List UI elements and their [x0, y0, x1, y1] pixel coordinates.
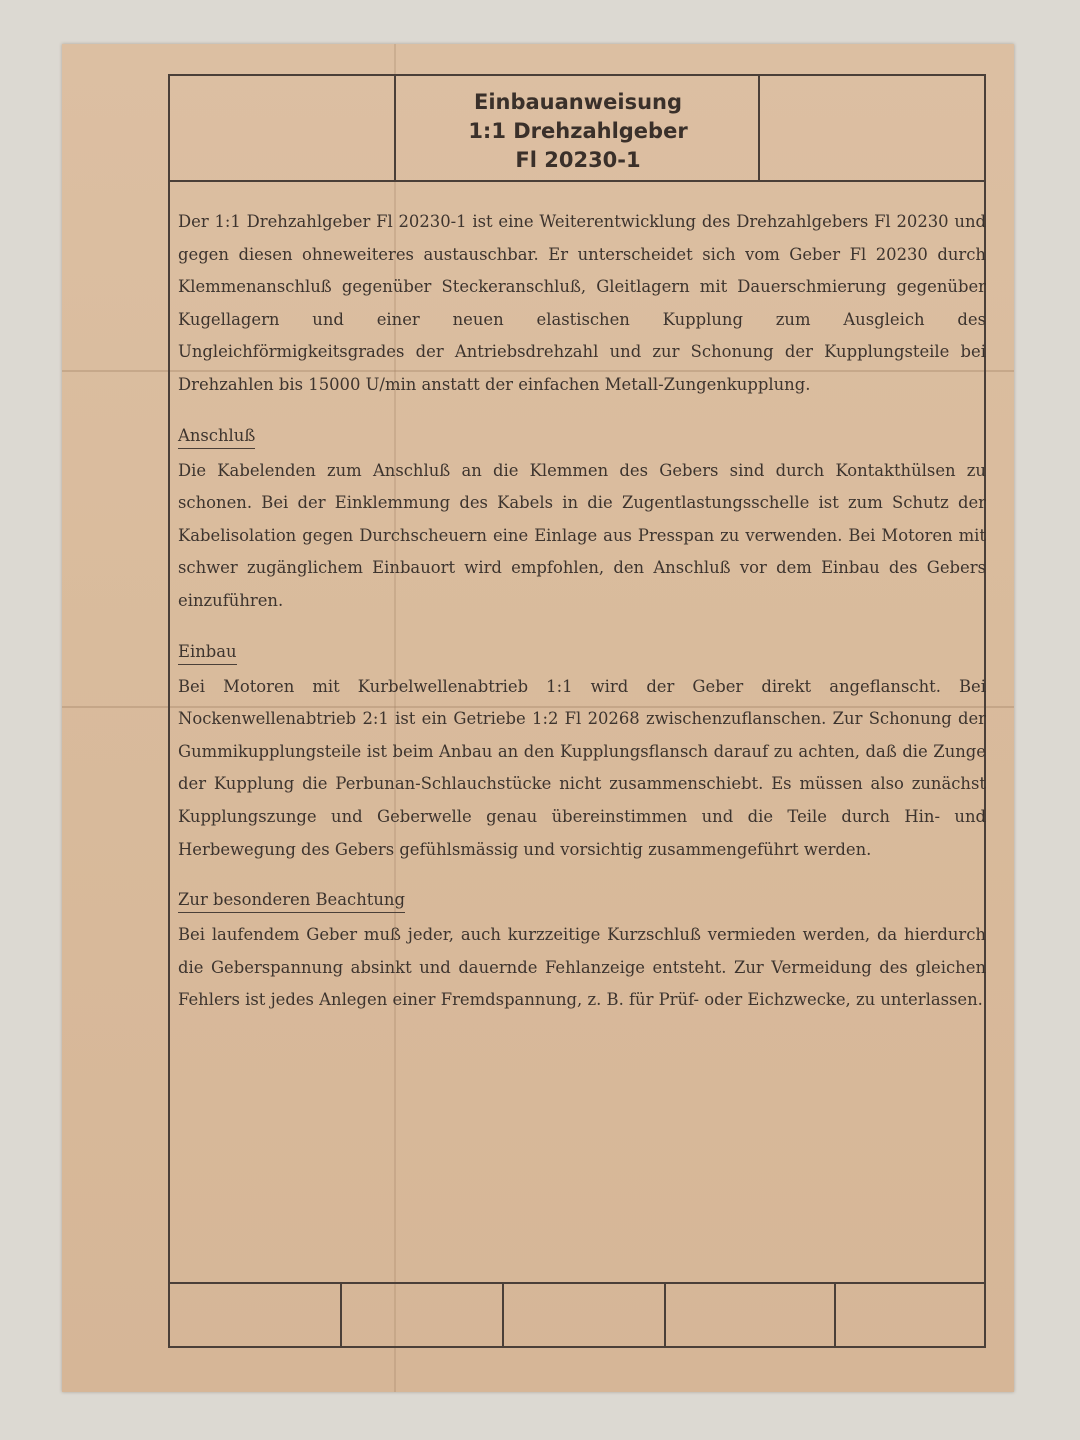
footer-cell-divider	[834, 1284, 836, 1346]
document-title	[396, 88, 760, 175]
title-line-3: Fl 20230-1	[515, 148, 641, 172]
section-text-einbau: Bei Motoren mit Kurbelwellenabtrieb 1:1 wird der Geber direkt angeflanscht. Bei Nockenwellenabtrieb 2:1 ist ein Getriebe 1:2 Fl 20268 zwischenzuflanschen. Zur Schonung der Gummikupplungsteile ist beim Anbau an den Kupplungsflansch darauf zu achten, daß die Zunge der Kupplung die Perbunan-Schlauchstücke nicht zusammenschiebt. Es müssen also zunächst Kupplungszunge und Geberwelle genau übereinstimmen und die Teile durch Hin- und Herbewegung des Gebers gefühlsmässig und vorsichtig zusammengeführt werden.	[178, 676, 986, 859]
intro-paragraph: Der 1:1 Drehzahlgeber Fl 20230-1 ist eine Weiterentwicklung des Drehzahlgebers Fl 20230 und gegen diesen ohneweiteres austauschbar. Er unterscheidet sich vom Geber Fl 20230 durch Klemmenanschluß gegenüber Steckeranschluß, Gleitlagern mit Dauerschmierung gegenüber Kugellagern und einer neuen elastischen Kupplung zum Ausgleich des Ungleichförmigkeitsgrades der Antriebsdrehzahl und zur Schonung der Kupplungsteile bei Drehzahlen bis 15000 U/min anstatt der einfachen Metall-Zungenkupplung.	[178, 212, 986, 394]
form-frame	[168, 74, 986, 1348]
section-heading-einbau: Einbau	[178, 640, 237, 665]
section-heading-anschluss: Anschluß	[178, 424, 255, 449]
title-line-1: Einbauanweisung	[473, 90, 683, 114]
document-sheet	[62, 44, 1014, 1392]
footer-cell-divider	[502, 1284, 504, 1346]
footer-cell-divider	[340, 1284, 342, 1346]
document-body	[178, 206, 986, 1017]
section-text-beachtung: Bei laufendem Geber muß jeder, auch kurzzeitige Kurzschluß vermieden werden, da hierdurch die Geberspannung absinkt und dauernde Fehlanzeige entsteht. Zur Vermeidung des gleichen Fehlers ist jedes Anlegen einer Fremdspannung, z. B. für Prüf- oder Eichzwecke, zu unterlassen.	[178, 925, 986, 1010]
title-line-2: 1:1 Drehzahlgeber	[468, 119, 688, 143]
footer-table	[170, 1282, 984, 1346]
title-block	[170, 76, 984, 182]
footer-cell-divider	[664, 1284, 666, 1346]
section-heading-beachtung: Zur besonderen Beachtung	[178, 888, 405, 913]
section-text-anschluss: Die Kabelenden zum Anschluß an die Klemmen des Gebers sind durch Kontakthülsen zu schonen. Bei der Einklemmung des Kabels in die Zugentlastungsschelle ist zum Schutz der Kabelisolation gegen Durchscheuern eine Einlage aus Presspan zu verwenden. Bei Motoren mit schwer zugänglichem Einbauort wird empfohlen, den Anschluß vor dem Einbau des Gebers einzuführen.	[178, 460, 986, 610]
